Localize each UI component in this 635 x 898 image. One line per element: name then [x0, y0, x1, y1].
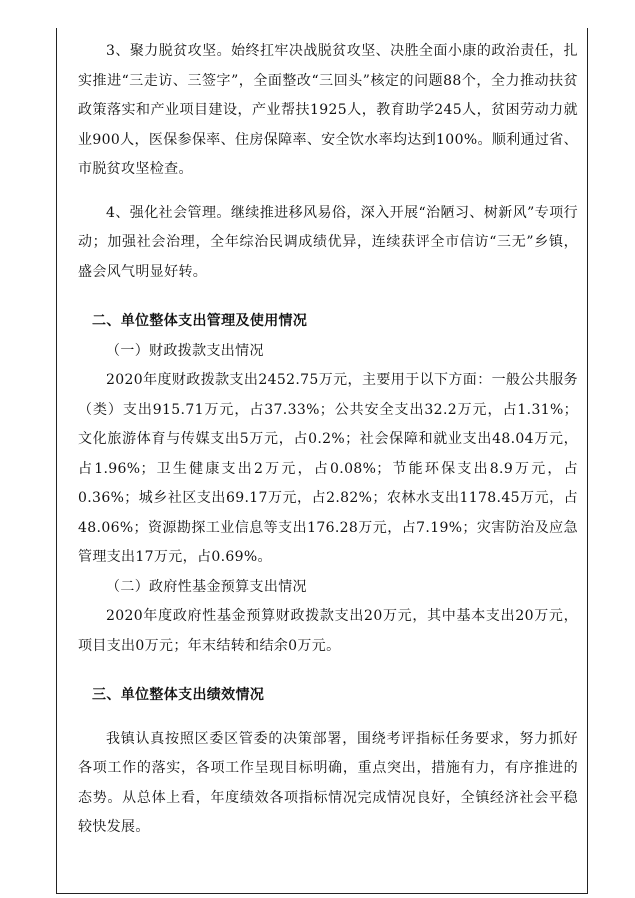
spacer [78, 711, 578, 725]
table-bottom-border [56, 893, 588, 894]
section-heading-expenditure-management: 二、单位整体支出管理及使用情况 [92, 313, 308, 329]
subheading-government-fund: （二）政府性基金预算支出情况 [106, 578, 307, 595]
document-body [78, 37, 578, 843]
paragraph-fiscal-expenditure: 2020年度财政拨款支出2452.75万元，主要用于以下方面：一般公共服务（类）支出915.71万元，占37.33%；公共安全支出32.2万元，占1.31%；文化旅游体育与传媒支出5万元，占0.2%；社会保障和就业支出48.04万元，占1.96%；卫生健康支出2万元，占0.08%；节能环保支出8.9万元，占0.36%；城乡社区支出69.17万元，占2.82%；农林水支出1178.45万元，占48.06%；资源勘探工业信息等支出176.28万元，占7.19%；灾害防治及应急管理支出17万元，占0.69%。 [78, 372, 578, 565]
spacer [78, 185, 578, 199]
paragraph-social-management: 4、强化社会管理。继续推进移风易俗，深入开展“治陋习、树新风”专项行动；加强社会治理，全年综治民调成绩优异，连续获评全市信访“三无”乡镇，盛会风气明显好转。 [78, 204, 578, 280]
subheading-fiscal-appropriation: （一）财政拨款支出情况 [106, 342, 264, 359]
paragraph-poverty-alleviation: 3、聚力脱贫攻坚。始终扛牢决战脱贫攻坚、决胜全面小康的政治责任，扎实推进“三走访、三签字”，全面整改“三回头”核定的问题88个，全力推动扶贫政策落实和产业项目建设，产业帮扶1925人，教育助学245人，贫困劳动力就业900人，医保参保率、住房保障率、安全饮水率均达到100%。顺利通过省、市脱贫攻坚检查。 [78, 43, 578, 177]
spacer [78, 287, 578, 307]
paragraph-government-fund: 2020年度政府性基金预算财政拨款支出20万元，其中基本支出20万元，项目支出0万元；年末结转和结余0万元。 [78, 608, 578, 654]
section-heading-performance: 三、单位整体支出绩效情况 [92, 687, 265, 703]
spacer [78, 661, 578, 681]
paragraph-performance: 我镇认真按照区委区管委的决策部署，围绕考评指标任务要求，努力抓好各项工作的落实，各项工作呈现目标明确，重点突出，措施有力，有序推进的态势。从总体上看，年度绩效各项指标情况完成情况良好，全镇经济社会平稳较快发展。 [78, 730, 578, 835]
